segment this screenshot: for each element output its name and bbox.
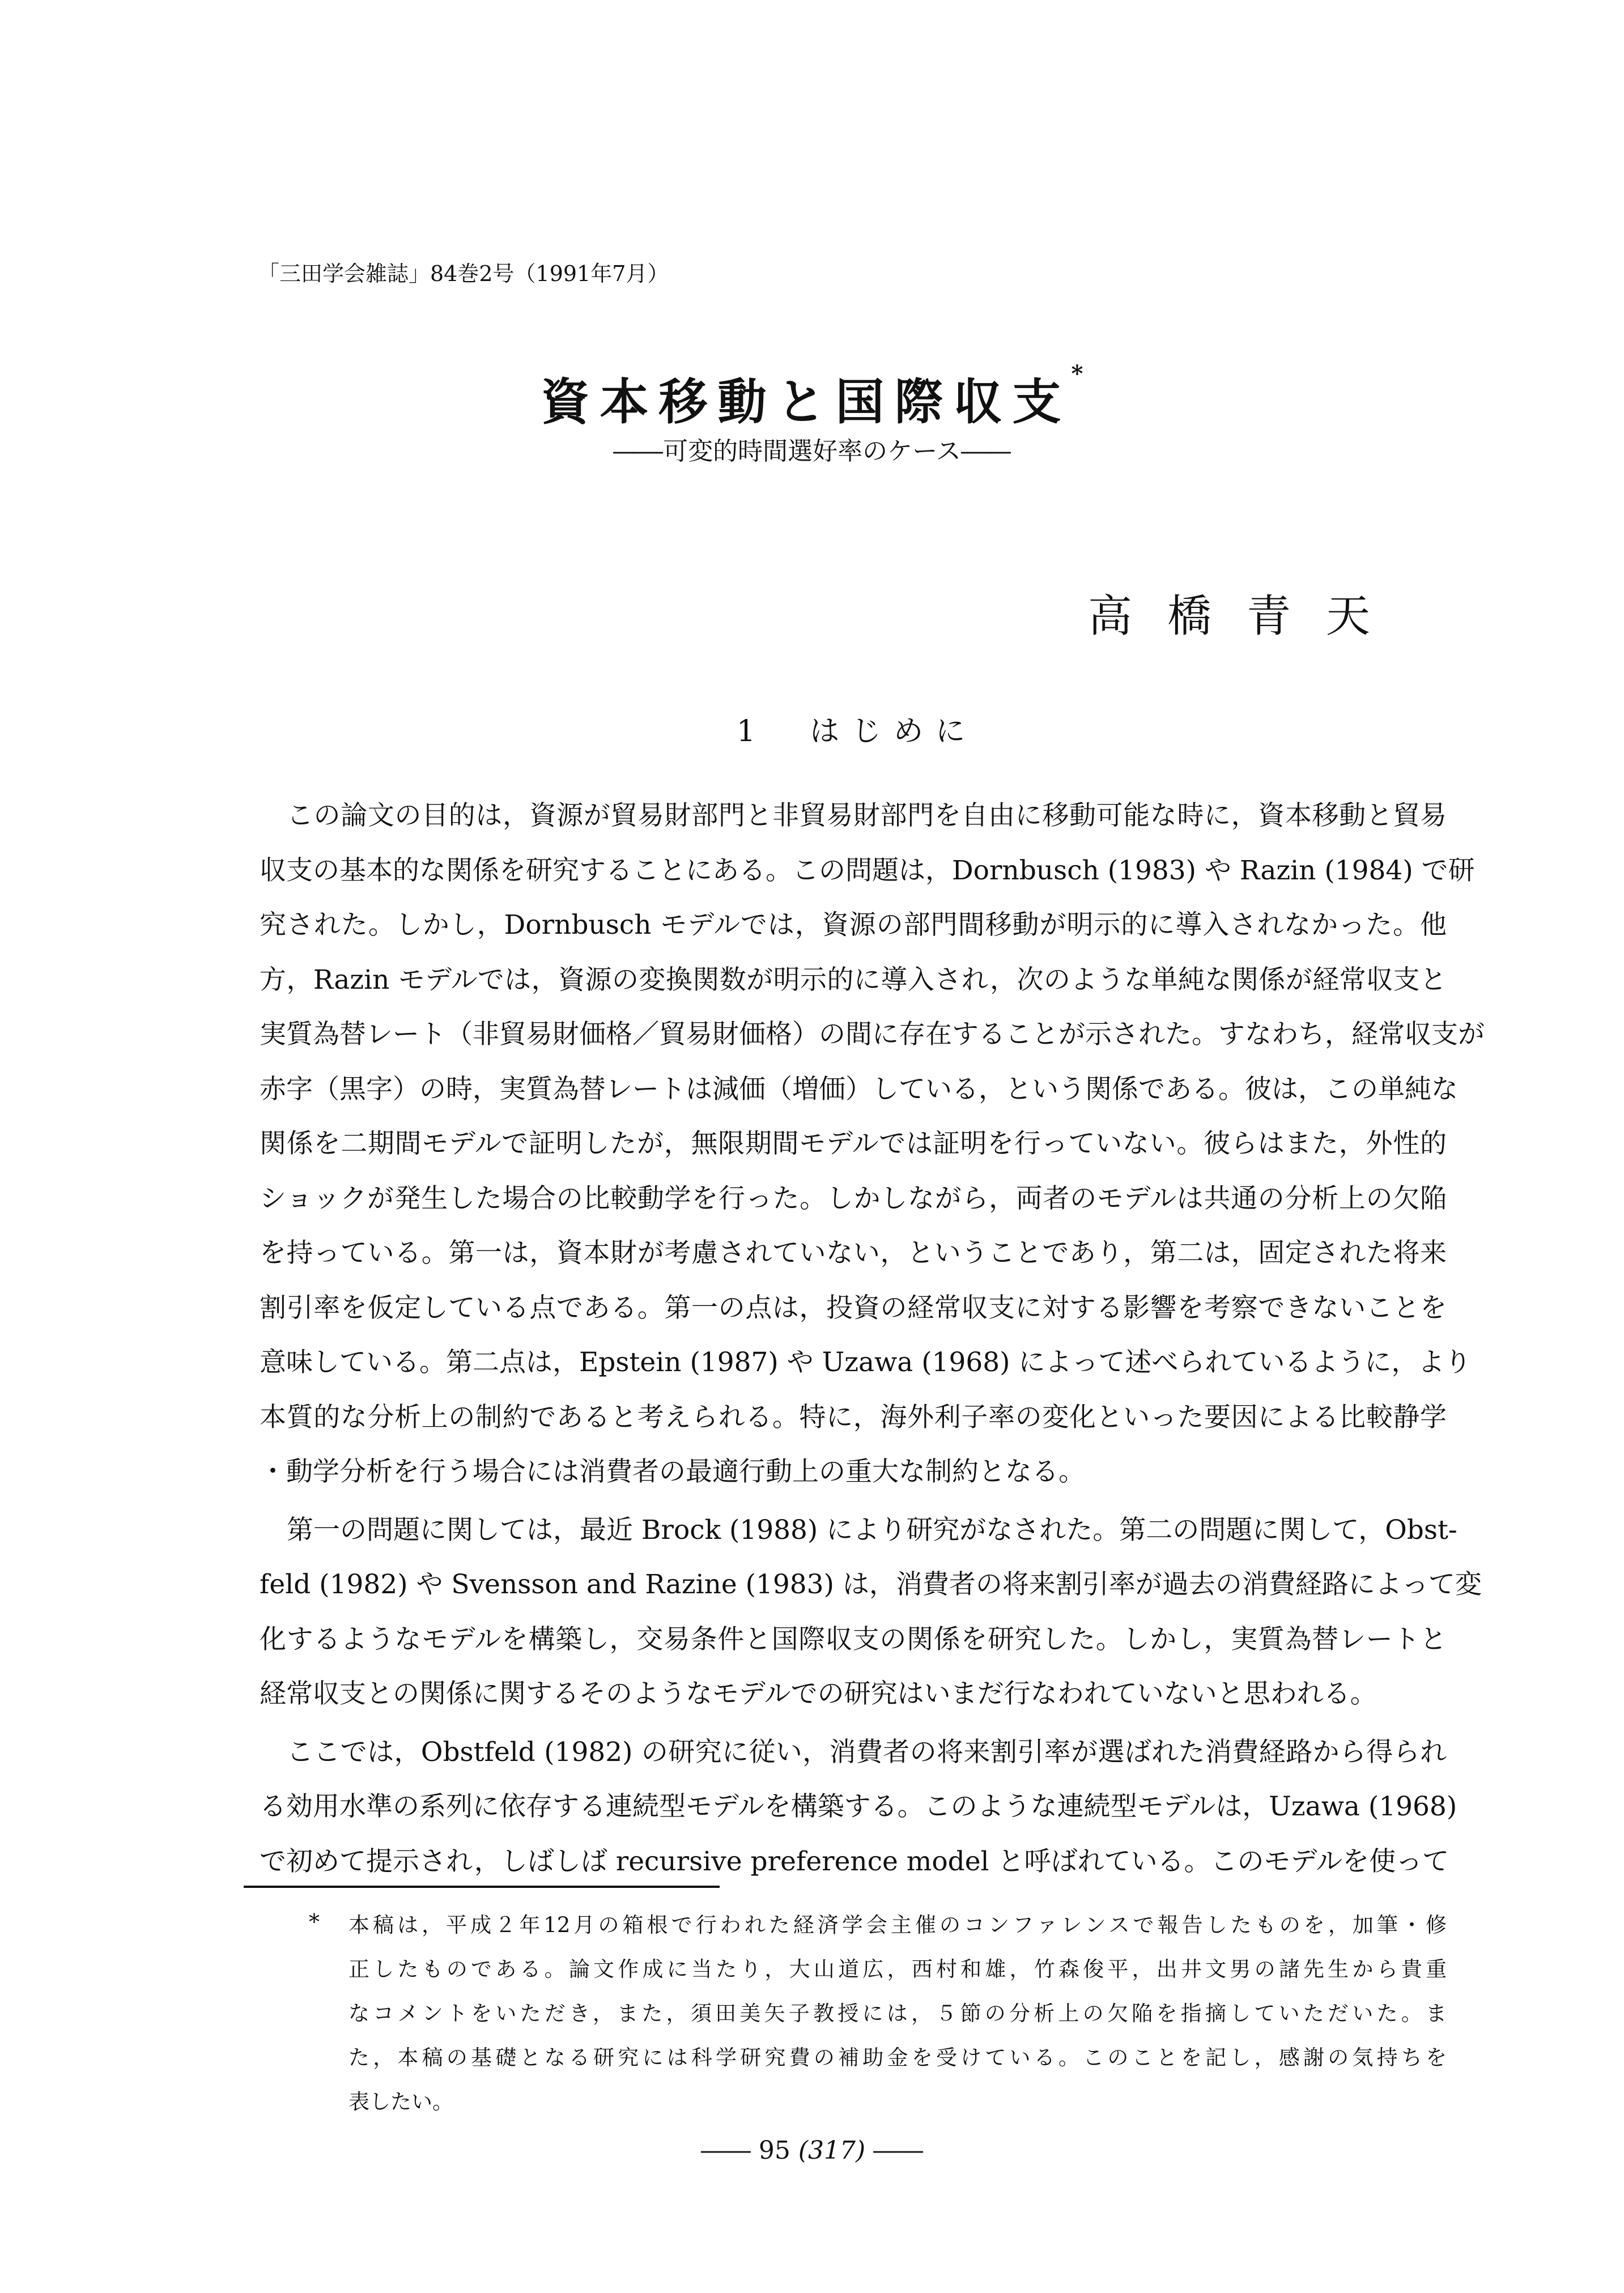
- text-line: ショックが発生した場合の比較動学を行った。しかしながら，両者のモデルは共通の分析上の欠陥: [260, 1182, 1447, 1214]
- text-line: 割引率を仮定している点である。第一の点は，投資の経常収支に対する影響を考察できないことを: [260, 1292, 1447, 1324]
- page-dash-left: ――: [700, 2136, 751, 2165]
- page-number-value: 95: [758, 2136, 790, 2165]
- page-dash-right: ――: [873, 2136, 924, 2165]
- body-text: [260, 793, 1485, 1897]
- paper-subtitle: ――可変的時間選好率のケース――: [613, 437, 1011, 466]
- text-line: ・動学分析を行う場合には消費者の最適行動上の重大な制約となる。: [260, 1456, 1085, 1487]
- page-number: [0, 2136, 1624, 2165]
- text-line: 収支の基本的な関係を研究することにある。この問題は，Dornbusch (1983) や Razin (1984) で研: [260, 854, 1475, 886]
- footnote-line: た，本稿の基礎となる研究には科学研究費の補助金を受けている。このことを記し，感謝の気持ちを: [348, 2045, 1447, 2070]
- footnote-line: なコメントをいただき，また，須田美矢子教授には，５節の分析上の欠陥を指摘していただいた。ま: [348, 2001, 1447, 2026]
- author-name: 高橋青天: [1088, 591, 1406, 642]
- paragraph: [260, 1508, 1482, 1726]
- footnote-mark: *: [309, 1909, 320, 1934]
- footnote: [348, 1909, 1447, 2130]
- text-line: 赤字（黒字）の時，実質為替レートは減価（増価）している，という関係である。彼は，この単純な: [260, 1073, 1458, 1105]
- text-line: る効用水準の系列に依存する連続型モデルを構築する。このような連続型モデルは，Uzawa (1968): [260, 1791, 1457, 1822]
- text-line: ここでは，Obstfeld (1982) の研究に従い，消費者の将来割引率が選ばれた消費経路から得られ: [287, 1736, 1447, 1768]
- text-line: 究された。しかし，Dornbusch モデルでは，資源の部門間移動が明示的に導入されなかった。他: [260, 909, 1447, 941]
- footnote-line: 表したい。: [348, 2090, 453, 2114]
- paragraph: [260, 1730, 1457, 1894]
- text-line: 方，Razin モデルでは，資源の変換関数が明示的に導入され，次のような単純な関係が経常収支と: [260, 964, 1447, 996]
- text-line: 関係を二期間モデルで証明したが，無限期間モデルでは証明を行っていない。彼らはまた，外性的: [260, 1128, 1447, 1159]
- page-total-number: (317): [798, 2136, 866, 2165]
- title-text: 資本移動と国際収支: [541, 373, 1072, 431]
- footnote-line: 本稿は，平成２年12月の箱根で行われた経済学会主催のコンファレンスで報告したものを，加筆・修: [348, 1913, 1447, 1937]
- text-line: 意味している。第二点は，Epstein (1987) や Uzawa (1968) によって述べられているように，より: [260, 1347, 1472, 1378]
- text-line: 経常収支との関係に関するそのようなモデルでの研究はいまだ行なわれていないと思われる。: [260, 1678, 1377, 1709]
- text-line: を持っている。第一は，資本財が考慮されていない，ということであり，第二は，固定された将来: [260, 1237, 1447, 1269]
- text-line: で初めて提示され，しばしば recursive preference model と呼ばれている。このモデルを使って: [260, 1845, 1449, 1877]
- text-line: この論文の目的は，資源が貿易財部門と非貿易財部門を自由に移動可能な時に，資本移動と貿易: [287, 800, 1447, 831]
- journal-citation: 「三田学会雑誌」84巻2号（1991年7月）: [258, 261, 669, 286]
- title-footnote-mark: *: [1071, 360, 1083, 387]
- text-line: 化するようなモデルを構築し，交易条件と国際収支の関係を研究した。しかし，実質為替レートと: [260, 1623, 1447, 1655]
- text-line: 実質為替レート（非貿易財価格／貿易財価格）の間に存在することが示された。すなわち，経常収支が: [260, 1019, 1485, 1050]
- text-line: feld (1982) や Svensson and Razine (1983) は，消費者の将来割引率が過去の消費経路によって変: [260, 1569, 1482, 1600]
- text-line: 第一の問題に関しては，最近 Brock (1988) により研究がなされた。第二の問題に関して，Obst-: [287, 1514, 1457, 1546]
- paragraph: [260, 793, 1485, 1504]
- text-line: 本質的な分析上の制約であると考えられる。特に，海外利子率の変化といった要因による比較静学: [260, 1401, 1447, 1433]
- section-heading: 1 はじめに: [737, 714, 978, 748]
- footnote-rule: [244, 1886, 720, 1888]
- footnote-line: 正したものである。論文作成に当たり，大山道広，西村和雄，竹森俊平，出井文男の諸先生から貴重: [348, 1957, 1447, 1981]
- paper-title: [0, 360, 1624, 433]
